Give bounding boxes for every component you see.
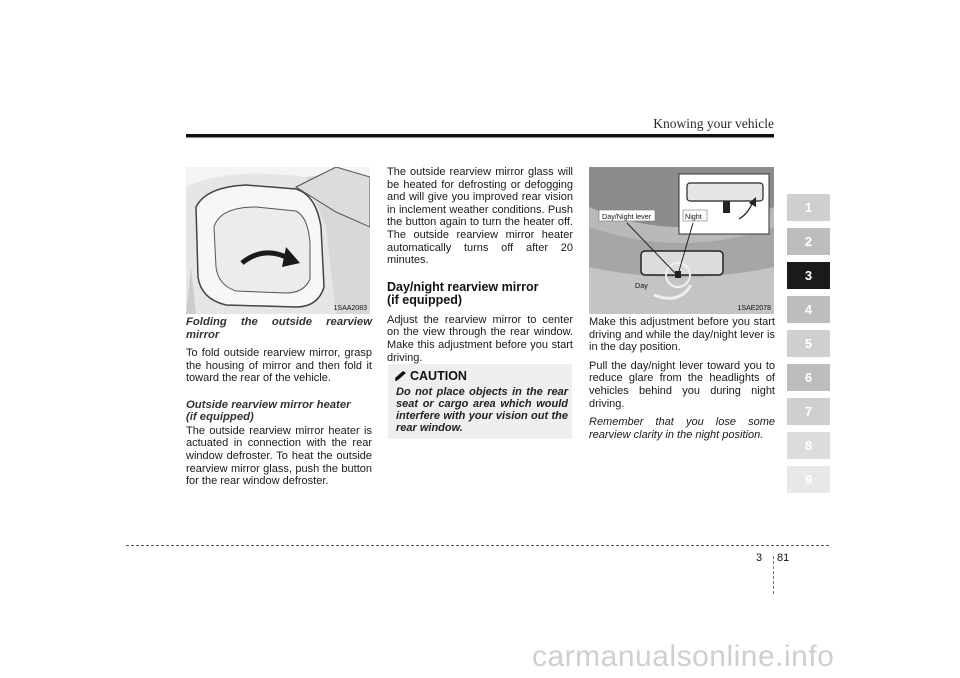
page-number: 81 (777, 552, 790, 564)
paragraph-folding-mirror: To fold outside rearview mirror, grasp the housing of mirror and then fold it toward the rear of the vehicle. (186, 347, 372, 385)
page-number-divider (773, 556, 774, 594)
paragraph-adjust-mirror: Adjust the rearview mirror to center on the view through the rear window. Make this adjustment before you start driving. (387, 313, 573, 364)
heading-folding-mirror: Folding the outside rearview mirror (186, 316, 372, 341)
chapter-tab-2[interactable]: 2 (787, 228, 830, 255)
heading-mirror-heater: Outside rearview mirror heater (186, 398, 351, 411)
label-day-night-lever: Day/Night lever (602, 212, 652, 221)
paragraph-heater-details: The outside rearview mirror glass will be heated for defrosting or defogging and will give you improved rear vision in inclement weather conditions. Push the button again to turn the heater off. The outside rearview mirror heater automatically turns off after 20 minutes. (387, 166, 573, 267)
label-night: Night (685, 212, 702, 221)
figure-day-night-mirror (589, 167, 774, 314)
chapter-tab-8[interactable]: 8 (787, 432, 830, 459)
figure-code: 1SAA2083 (333, 305, 367, 312)
figure-code: 1SAE2078 (737, 305, 771, 312)
footer-rule (126, 545, 829, 546)
running-header: Knowing your vehicle (653, 116, 774, 131)
caution-title: CAUTION (410, 369, 467, 383)
chapter-tab-5[interactable]: 5 (787, 330, 830, 357)
chapter-tab-4[interactable]: 4 (787, 296, 830, 323)
pencil-caution-icon (394, 370, 408, 382)
chapter-number: 3 (756, 552, 763, 564)
watermark: carmanualsonline.info (532, 640, 835, 673)
paragraph-night-position: Pull the day/night lever toward you to reduce glare from the headlights of vehicles behind you during night driving. (589, 359, 775, 410)
chapter-tab-1[interactable]: 1 (787, 194, 830, 221)
figure-folding-mirror (186, 167, 370, 314)
chapter-tab-6[interactable]: 6 (787, 364, 830, 391)
chapter-tab-3[interactable]: 3 (787, 262, 830, 289)
column-1 (186, 316, 372, 494)
column-3 (589, 316, 775, 447)
day-night-mirror-illustration (589, 167, 774, 314)
chapter-tab-9[interactable]: 9 (787, 466, 830, 493)
heading-mirror-heater-qualifier: (if equipped) (186, 411, 254, 424)
heading-day-night-qualifier: (if equipped) (387, 293, 462, 308)
header-rule-thin (186, 137, 774, 138)
heading-day-night-mirror: Day/night rearview mirror (387, 279, 539, 294)
note-clarity: Remember that you lose some rearview clarity in the night position. (589, 416, 775, 441)
folding-mirror-illustration (186, 167, 370, 314)
paragraph-mirror-heater: The outside rearview mirror heater is actuated in connection with the rear window defroster. To heat the outside rearview mirror glass, push the button for the rear window defroster. (186, 424, 372, 488)
caution-text: Do not place objects in the rear seat or cargo area which would interfere with your vision out the rear window. (396, 386, 568, 434)
chapter-tab-7[interactable]: 7 (787, 398, 830, 425)
column-2 (387, 166, 573, 370)
paragraph-day-position: Make this adjustment before you start driving and while the day/night lever is in the day position. (589, 316, 775, 354)
label-day: Day (635, 281, 648, 290)
